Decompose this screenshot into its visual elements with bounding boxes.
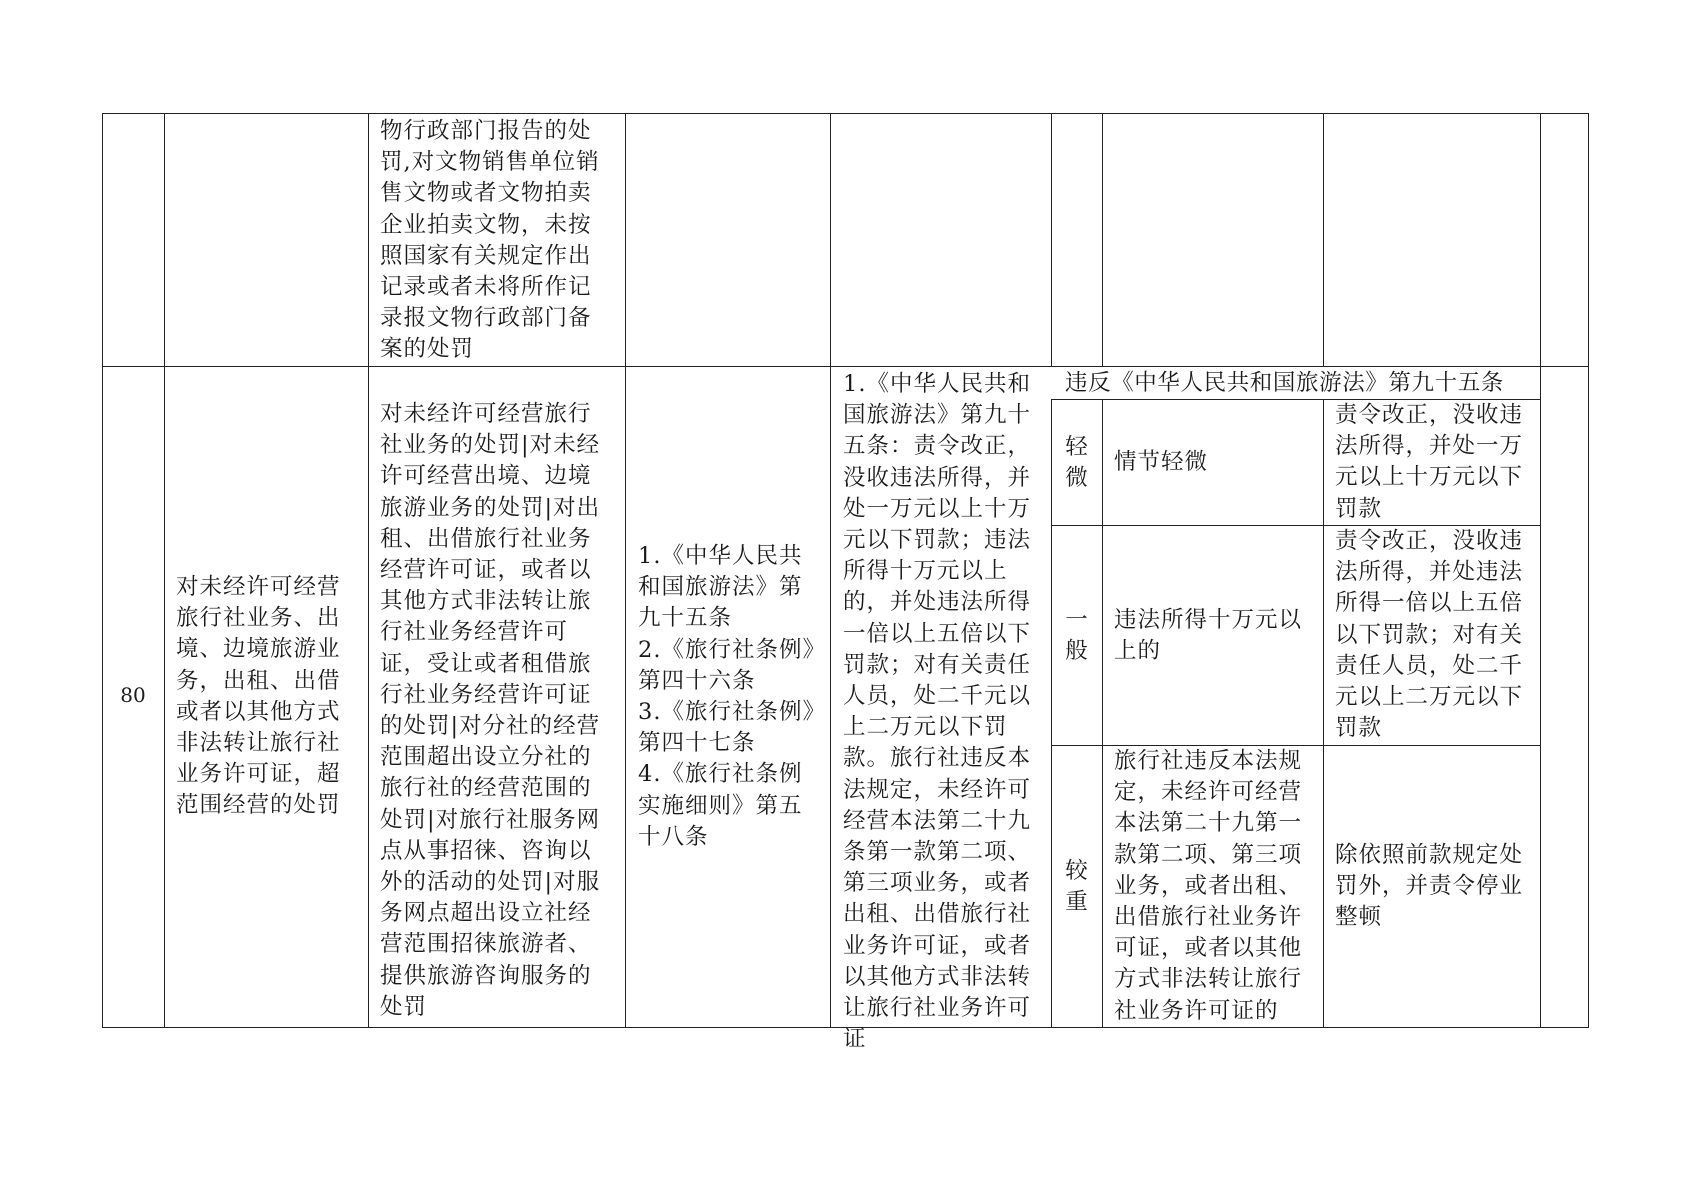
penalty-provision: 1.《中华人民共和国旅游法》第九十五条：责令改正，没收违法所得，并处一万元以上十万元以下罚款；违法所得十万元以上的，并处违法所得一倍以上五倍以下罚款；对有关责任人员，处二千元以上二万元以下罚款。旅行社违反本法规定，未经许可经营本法第二十九条第一款第二项、第三项业务，或者出租、出借旅行社业务许可证，或者以其他方式非法转让旅行社业务许可证 <box>843 371 1032 1053</box>
col-line-3 <box>625 113 626 1028</box>
level-circumstance: 情节轻微 <box>1114 449 1209 475</box>
col-line-0 <box>102 113 103 1028</box>
row-number: 80 <box>120 683 146 707</box>
level-label: 较重 <box>1065 858 1089 916</box>
level-label: 轻微 <box>1065 434 1089 492</box>
level-circumstance: 旅行社违反本法规定，未经许可经营本法第二十九第一款第二项、第三项业务，或者出租、出借旅行社业务许可证，或者以其他方式非法转让旅行社业务许可证的 <box>1114 748 1303 1024</box>
col-line-7-top <box>1323 113 1324 367</box>
level-standard: 除依照前款规定处罚外，并责令停业整顿 <box>1335 842 1524 931</box>
col-line-4 <box>830 113 831 1028</box>
col-line-6-bottom <box>1102 399 1103 1028</box>
level-standard: 责令改正，没收违法所得，并处违法所得一倍以上五倍以下罚款；对有关责任人员，处二千元以上二万元以下罚款 <box>1335 528 1524 742</box>
legal-basis-item: 1.《中华人民共和国旅游法》第九十五条 <box>638 543 803 632</box>
legal-basis-item: 3.《旅行社条例》第四十七条 <box>638 699 815 757</box>
row-divider <box>102 366 1589 367</box>
col-line-8 <box>1540 113 1541 1028</box>
violation-header: 违反《中华人民共和国旅游法》第九十五条 <box>1065 370 1504 396</box>
legal-basis-item: 2.《旅行社条例》第四十六条 <box>638 636 815 694</box>
table-top-border <box>102 113 1589 114</box>
col-line-2 <box>368 113 369 1028</box>
col-line-7-bottom <box>1323 399 1324 1028</box>
sub-items: 对未经许可经营旅行社业务的处罚|对未经许可经营出境、边境旅游业务的处罚|对出租、出借旅行社业务经营许可证，或者以其他方式非法转让旅行社业务经营许可证，受让或者租借旅行社业务经营许可证的处罚|对分社的经营范围超出设立分社的旅行社的经营范围的处罚|对旅行社服务网点从事招徕、咨询以外的活动的处罚|对服务网点超出设立社经营范围招徕旅游者、提供旅游咨询服务的处罚 <box>380 401 601 1020</box>
continued-item-text: 物行政部门报告的处罚,对文物销售单位销售文物或者文物拍卖企业拍卖文物，未按照国家有关规定作出记录或者未将所作记录报文物行政部门备案的处罚 <box>380 118 600 363</box>
level-label: 一般 <box>1065 607 1089 665</box>
level-standard: 责令改正，没收违法所得，并处一万元以上十万元以下罚款 <box>1335 402 1524 522</box>
col-line-6-top <box>1102 113 1103 367</box>
legal-basis <box>638 541 824 853</box>
level-circumstance: 违法所得十万元以上的 <box>1114 607 1303 665</box>
col-line-5-top <box>1051 113 1052 367</box>
col-line-1 <box>164 113 165 1028</box>
col-line-9 <box>1588 113 1589 1028</box>
legal-basis-item: 4.《旅行社条例实施细则》第五十八条 <box>638 761 803 850</box>
col-line-5-bottom <box>1051 399 1052 1028</box>
item-name: 对未经许可经营旅行社业务、出境、边境旅游业务，出租、出借或者以其他方式非法转让旅行社业务许可证，超范围经营的处罚 <box>176 574 341 819</box>
